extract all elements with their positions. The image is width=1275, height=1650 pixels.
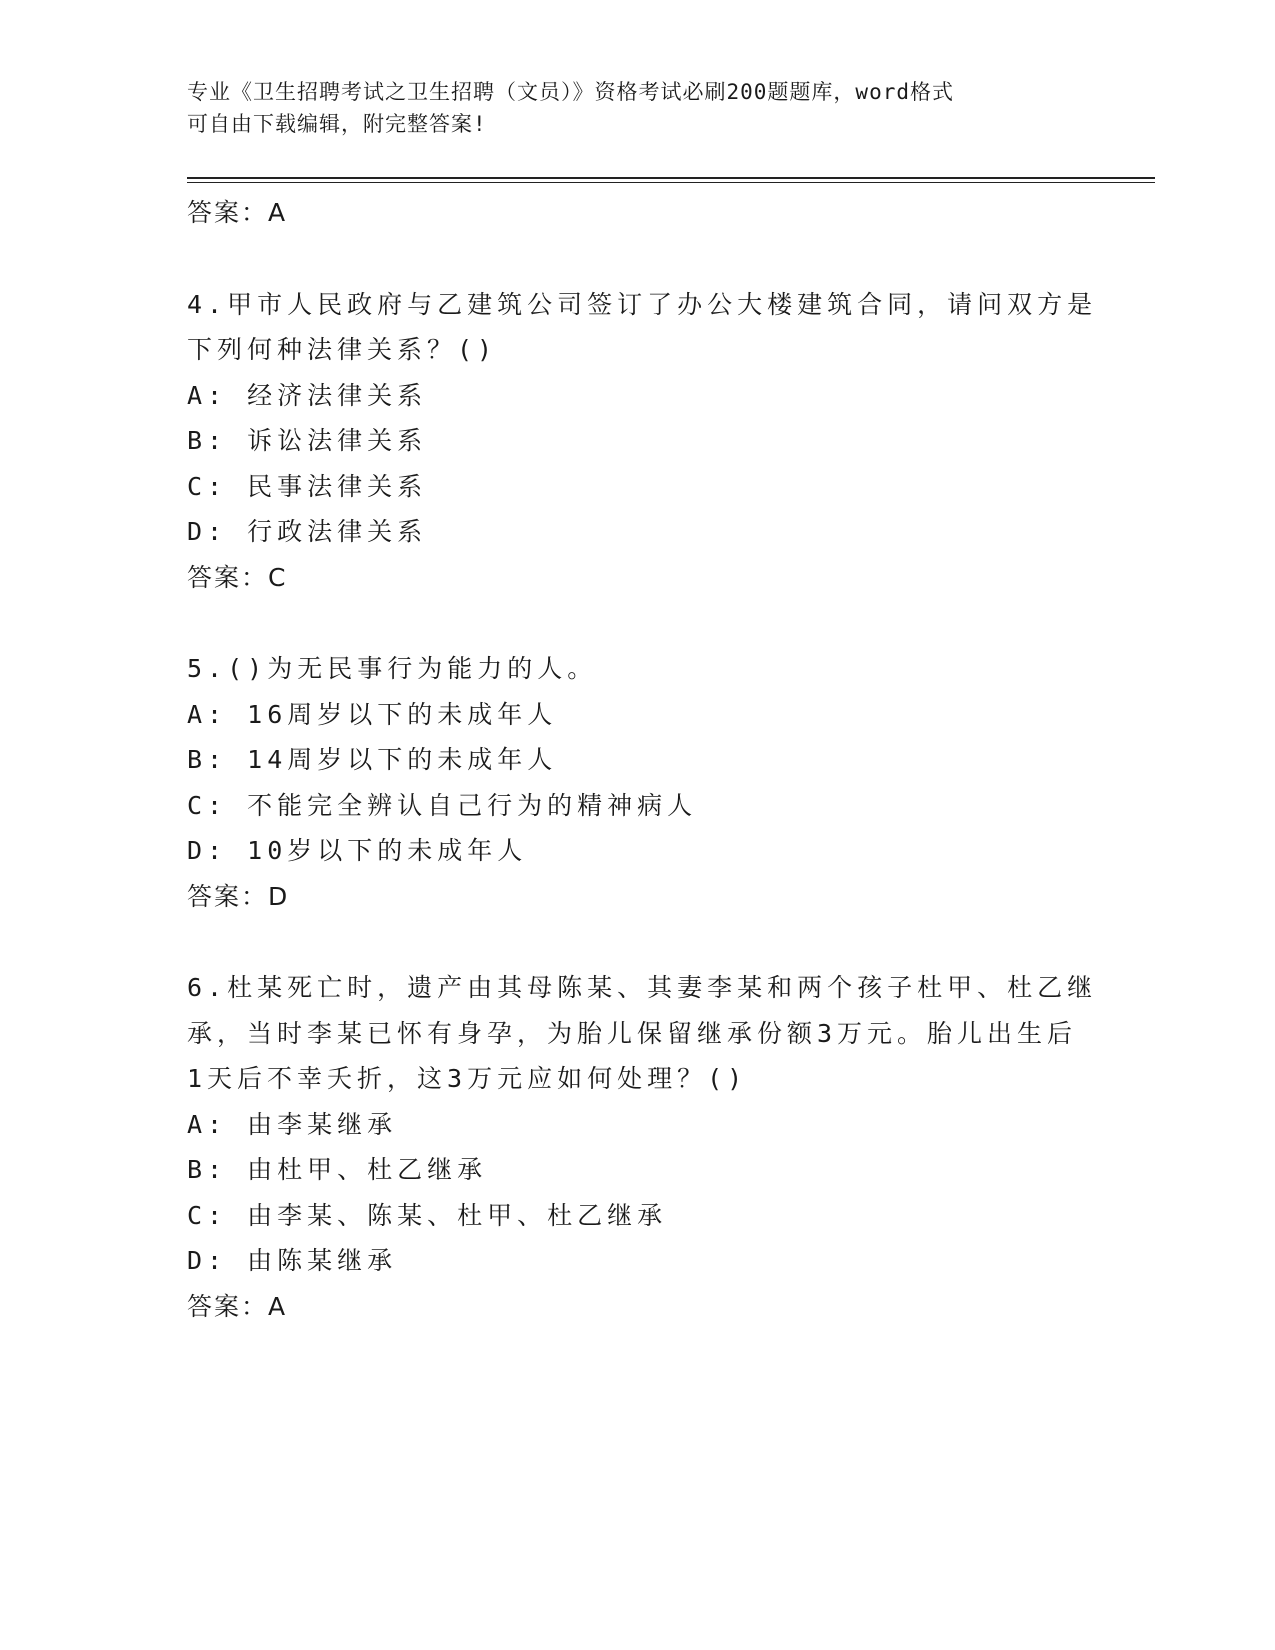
header-rule-thin <box>187 182 1155 183</box>
option-c: C: 不能完全辨认自己行为的精神病人 <box>187 790 698 820</box>
header-rule-thick <box>187 177 1155 179</box>
question-block <box>187 965 1098 1329</box>
question-stem: 6.杜某死亡时，遗产由其母陈某、其妻李某和两个孩子杜甲、杜乙继 <box>187 973 1098 1002</box>
answer-label: 答案：A <box>187 1291 288 1321</box>
spacer <box>187 600 1087 646</box>
question-block <box>187 646 1087 919</box>
option-a: A: 经济法律关系 <box>187 380 428 410</box>
spacer <box>187 236 1087 282</box>
question-stem: 4.甲市人民政府与乙建筑公司签订了办公大楼建筑合同，请问双方是 <box>187 289 1098 319</box>
question-stem: 承，当时李某已怀有身孕，为胎儿保留继承份额3万元。胎儿出生后 <box>187 1018 1078 1048</box>
option-b: B: 14周岁以下的未成年人 <box>187 745 558 774</box>
option-a: A: 16周岁以下的未成年人 <box>187 699 558 729</box>
question-list <box>187 190 1098 1329</box>
page-header <box>187 76 1087 140</box>
option-b: B: 诉讼法律关系 <box>187 426 428 455</box>
answer-label: 答案：C <box>187 562 288 592</box>
answer-label: 答案：A <box>187 198 288 227</box>
option-d: D: 由陈某继承 <box>187 1246 398 1275</box>
option-c: C: 民事法律关系 <box>187 471 428 501</box>
spacer <box>187 919 1087 965</box>
option-a: A: 由李某继承 <box>187 1109 398 1139</box>
question-stem: 5.()为无民事行为能力的人。 <box>187 654 598 683</box>
option-c: C: 由李某、陈某、杜甲、杜乙继承 <box>187 1200 668 1230</box>
question-block <box>187 282 1098 601</box>
question-stem: 1天后不幸夭折，这3万元应如何处理？() <box>187 1064 748 1093</box>
answer-label: 答案：D <box>187 881 290 911</box>
option-d: D: 行政法律关系 <box>187 517 428 546</box>
header-line-1: 专业《卫生招聘考试之卫生招聘（文员）》资格考试必刷200题题库，word格式 <box>187 80 954 104</box>
question-stem: 下列何种法律关系？() <box>187 335 498 364</box>
option-d: D: 10岁以下的未成年人 <box>187 836 528 865</box>
header-line-2: 可自由下载编辑，附完整答案! <box>187 112 487 136</box>
option-b: B: 由杜甲、杜乙继承 <box>187 1155 488 1184</box>
